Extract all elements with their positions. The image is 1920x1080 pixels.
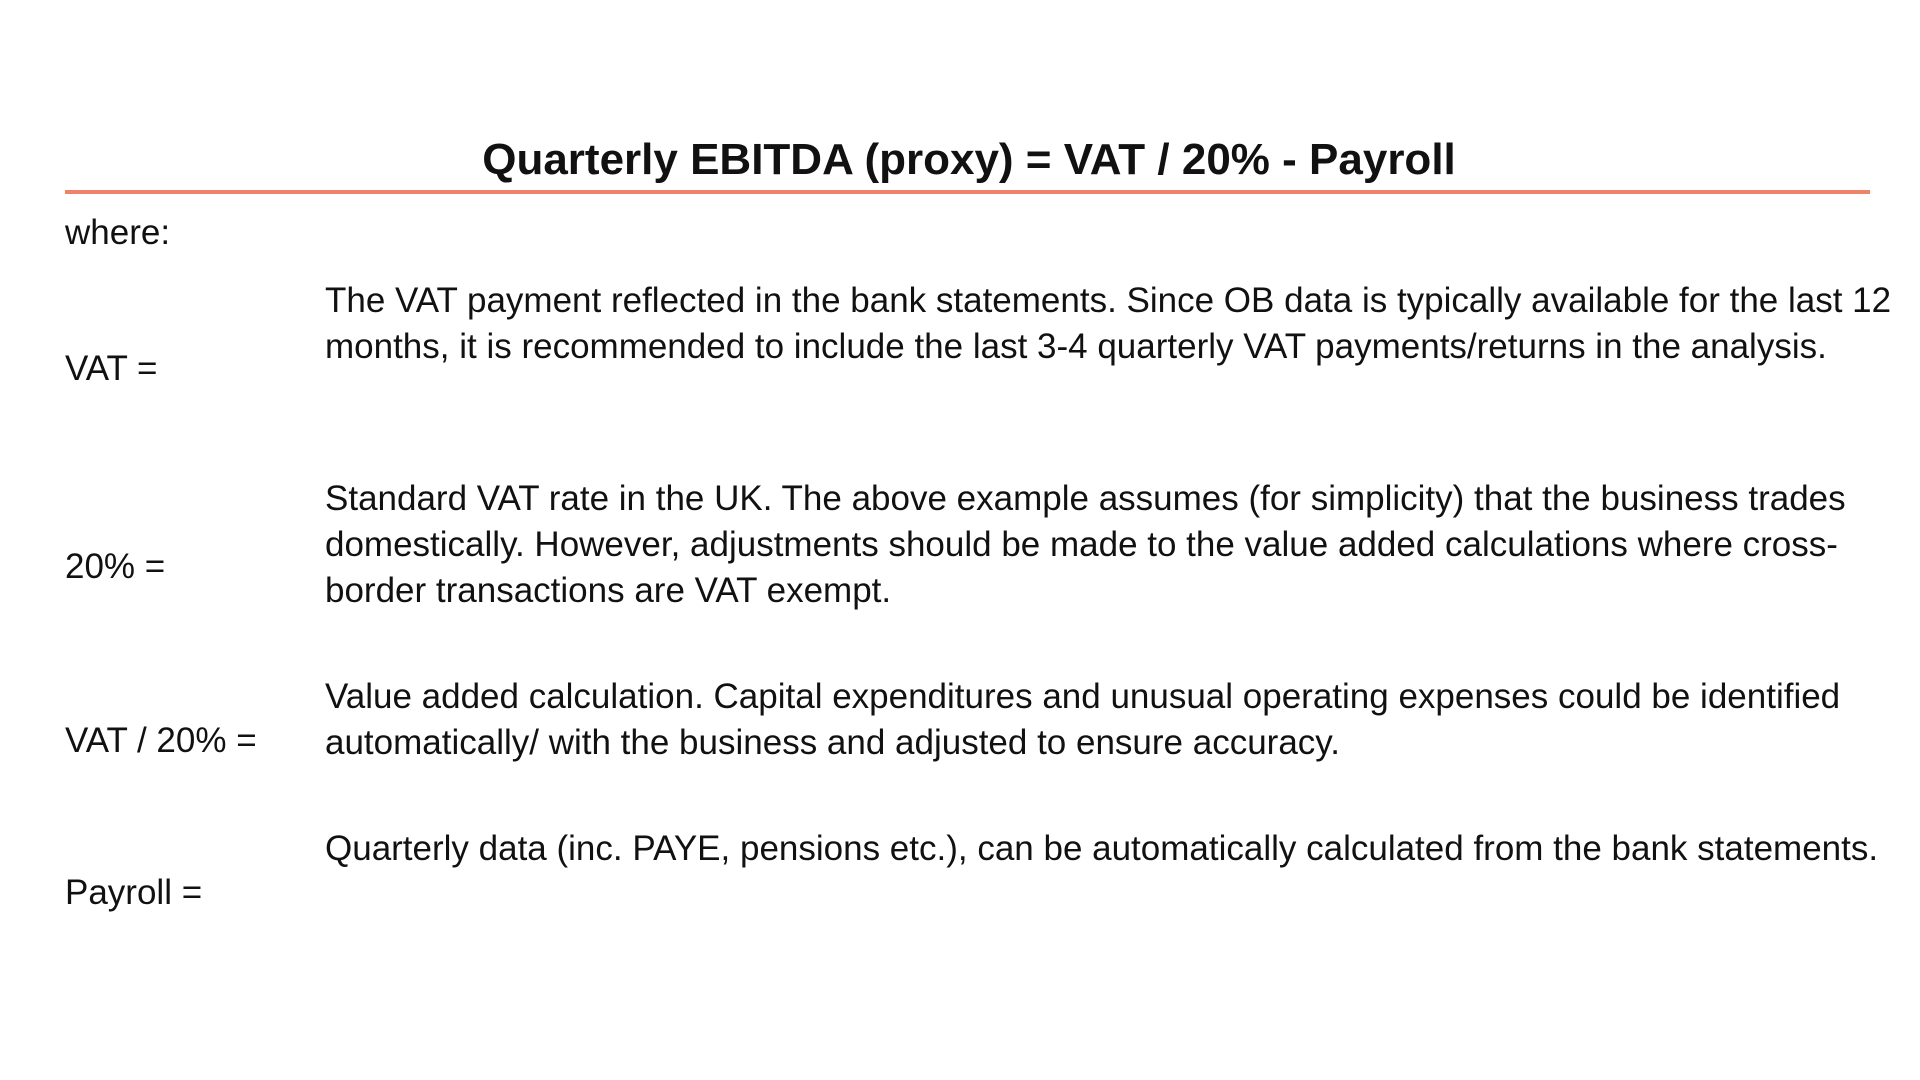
definition-term: Payroll = [65,873,203,912]
definition-description: Standard VAT rate in the UK. The above example assumes (for simplicity) that the business trades domestically. However, adjustments should be made to the value added calculations where cross-border transactions are VAT exempt. [325,479,1846,610]
definition-description: Value added calculation. Capital expenditures and unusual operating expenses could be identified automatically/ with the business and adjusted to ensure accuracy. [325,677,1841,762]
definition-description: Quarterly data (inc. PAYE, pensions etc.), can be automatically calculated from the bank statements. [325,829,1879,868]
definition-term: 20% = [65,547,166,586]
where-label: where: [65,213,171,252]
formula-title: Quarterly EBITDA (proxy) = VAT / 20% - Payroll [482,135,1456,184]
definition-term: VAT / 20% = [65,721,257,760]
definition-description: The VAT payment reflected in the bank statements. Since OB data is typically available for the last 12 months, it is recommended to include the last 3-4 quarterly VAT payments/returns in the analysis. [325,281,1892,366]
title-divider [65,190,1870,194]
definition-term: VAT = [65,349,158,388]
